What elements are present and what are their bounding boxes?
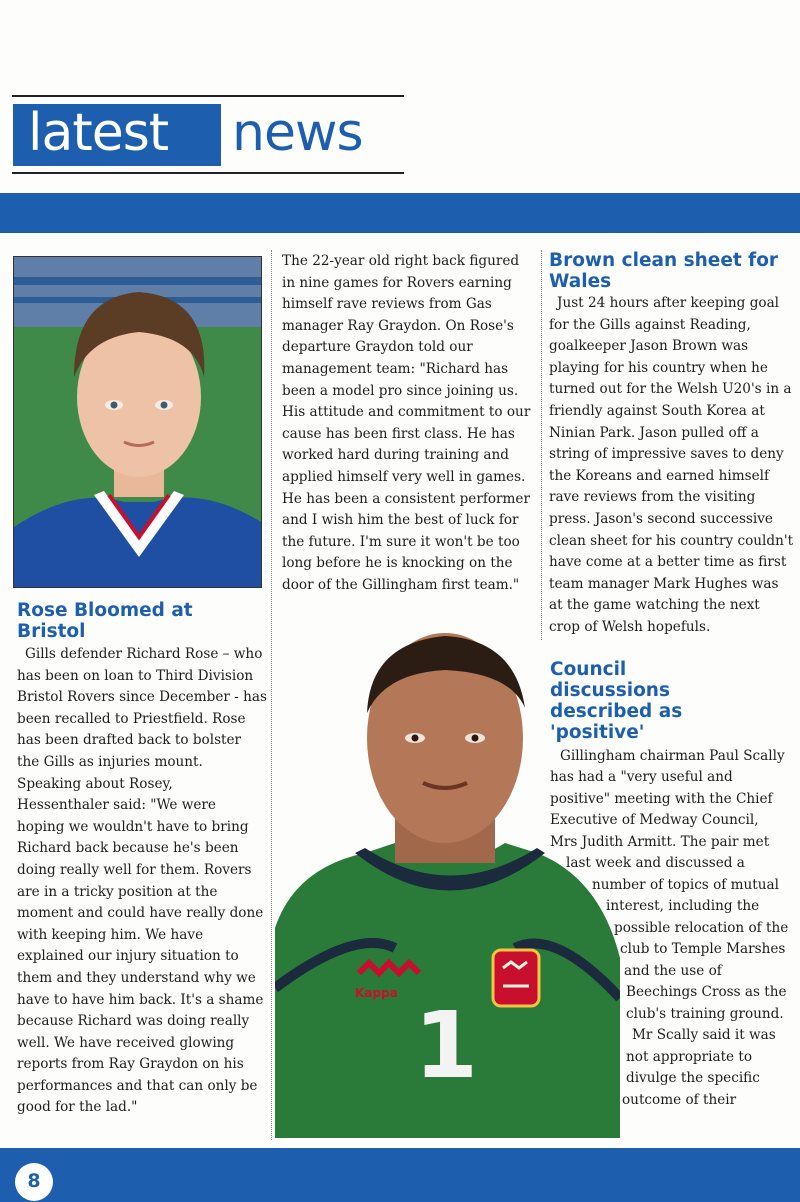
council-headline: Council discussions described as 'positive' [550,659,683,743]
council-line: and the use of [624,963,722,979]
header-latest: latest [28,103,169,163]
council-line: Mrs Judith Armitt. The pair met [550,834,770,850]
council-line: Gillingham chairman Paul Scally [560,748,785,764]
bottom-blue-band [0,1148,800,1202]
rose-body: Gills defender Richard Rose – who has been on loan to Third Division Bristol Rovers since December - has been recalled to Priestfield. Rose has been drafted back to bolster the Gills as injuries mount. Speaking about Rosey, Hessenthaler said: "We were hoping we wouldn't have to bring Richard back because he's been doing really well for them. Rovers are in a tricky position at the moment and could have really done with keeping him. We have explained our injury situation to them and they understand why we have to have him back. It's a shame because Richard was doing really well. We have received glowing reports from Ray Graydon on his performances and that can only be good for the lad." [17,646,267,1116]
brown-headline: Brown clean sheet for Wales [549,250,779,292]
top-blue-band [0,193,800,233]
column-divider-right [541,250,542,640]
council-line: Executive of Medway Council, [550,812,759,828]
header-news: news [232,103,363,163]
council-line: interest, including the [606,898,760,914]
council-line: Mr Scally said it was [632,1027,776,1043]
council-line: number of topics of mutual [592,877,779,893]
council-line: club to Temple Marshes [620,941,786,957]
brown-body: Just 24 hours after keeping goal for the Gills against Reading, goalkeeper Jason Brown was playing for his country when he turned out for the Welsh U20's in a friendly against South Korea at Ninian Park. Jason pulled off a string of impressive saves to deny the Koreans and earned himself rave reviews from the visiting press. Jason's second successive clean sheet for his country couldn't have come at a better time as first team manager Mark Hughes was at the game watching the next crop of Welsh hopefuls. [549,295,794,635]
council-line: club's training ground. [626,1006,784,1022]
council-line: positive" meeting with the Chief [550,791,773,807]
council-line: Beechings Cross as the [626,984,787,1000]
rose-headline: Rose Bloomed at Bristol [17,600,193,642]
council-line: divulge the specific [626,1070,760,1086]
council-line: has had a "very useful and [550,769,733,785]
kit-brand-label: Kappa [355,986,398,1000]
rose-continued-body: The 22-year old right back figured in nine games for Rovers earning himself rave reviews from Gas manager Ray Graydon. On Rose's departure Graydon told our management team: "Richard has been a model pro since joining us. His attitude and commitment to our cause has been first class. He has worked hard during training and applied himself very well in games. He has been a consistent performer and I wish him the best of luck for the future. I'm sure it won't be too long before he is knocking on the door of the Gillingham first team." [282,253,531,593]
header-rule-top [12,95,404,97]
council-line: outcome of their [622,1092,737,1108]
council-line: last week and discussed a [566,855,745,871]
rose-photo [13,256,262,588]
council-line: not appropriate to [626,1049,753,1065]
page-number: 8 [27,1170,41,1192]
rose-portrait-image [14,257,261,587]
council-line: possible relocation of the [614,920,789,936]
shirt-number: 1 [414,992,479,1099]
header-rule-bottom [12,172,404,174]
column-divider-left [271,250,272,1140]
